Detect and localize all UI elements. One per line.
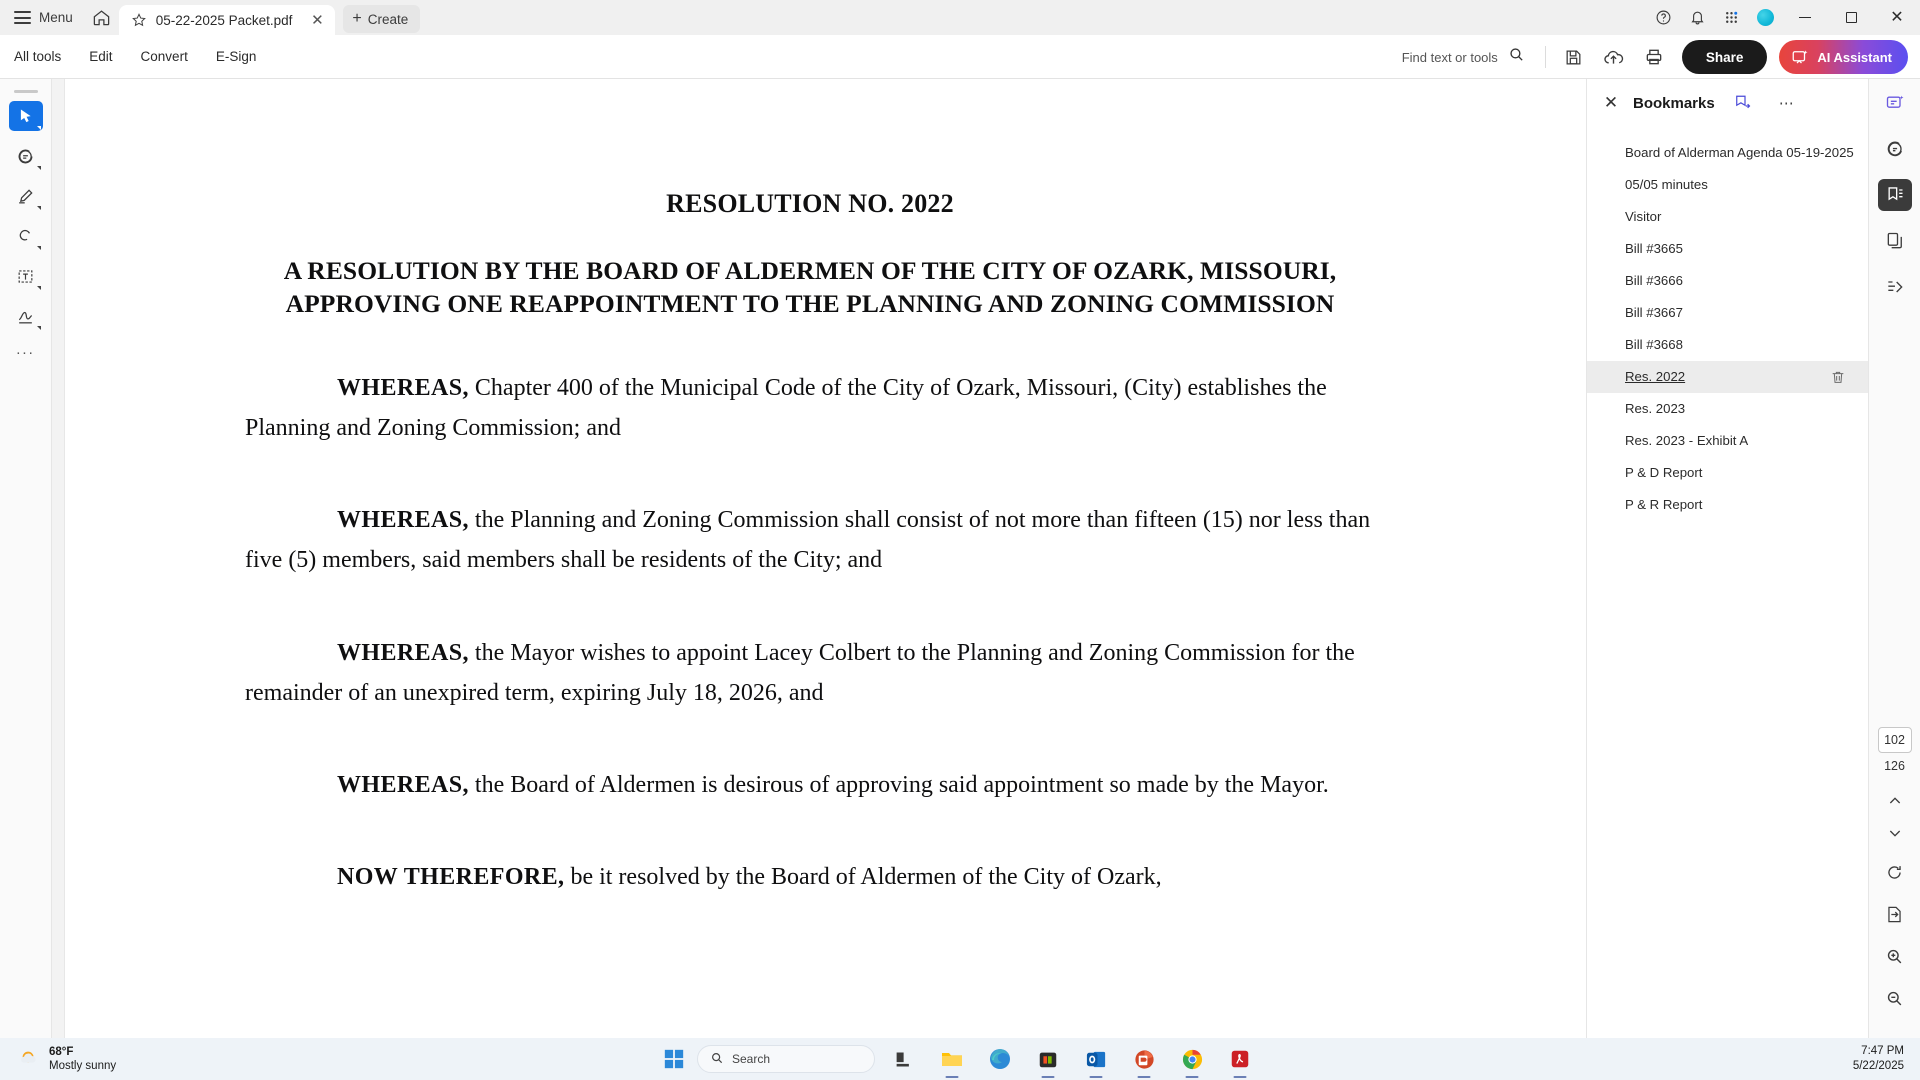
menu-button[interactable]: [0, 0, 85, 35]
bookmark-label: Bill #3668: [1625, 337, 1683, 353]
apps-grid-icon[interactable]: [1714, 0, 1748, 35]
taskbar-search-placeholder: Search: [732, 1052, 771, 1066]
clock-time: 7:47 PM: [1861, 1045, 1904, 1058]
bookmark-label: Visitor: [1625, 209, 1662, 225]
bookmark-item[interactable]: [1587, 425, 1868, 457]
paragraph-lead: WHEREAS,: [337, 375, 469, 402]
document-paragraph: [245, 857, 1375, 897]
chevron-down-icon: [37, 286, 41, 290]
document-paragraph: [245, 368, 1375, 448]
bookmark-label: Res. 2023 - Exhibit A: [1625, 433, 1749, 449]
running-indicator: [946, 1076, 959, 1079]
bookmark-label: P & R Report: [1625, 497, 1703, 513]
total-pages-label: 126: [1884, 759, 1905, 773]
ellipsis-icon[interactable]: ⋯: [1778, 95, 1796, 112]
find-button[interactable]: [1388, 42, 1535, 72]
document-subheading: A RESOLUTION BY THE BOARD OF ALDERMEN OF THE CITY OF OZARK, MISSOURI, APPROVING ONE REAPPOINTMENT TO THE PLANNING AND ZONING COMMISSION: [283, 256, 1337, 318]
paragraph-text: be it resolved by the Board of Aldermen of the City of Ozark,: [564, 863, 1162, 890]
zoom-in-icon[interactable]: [1878, 939, 1912, 973]
running-indicator: [1234, 1076, 1247, 1079]
pdf-page: [65, 79, 1618, 1059]
bookmark-item-selected[interactable]: [1587, 361, 1868, 393]
ai-assistant-label: AI Assistant: [1817, 49, 1892, 65]
bookmark-item[interactable]: [1587, 137, 1868, 169]
tab-convert[interactable]: Convert: [140, 49, 188, 64]
bookmark-label: 05/05 minutes: [1625, 177, 1708, 193]
bookmarks-panel: [1586, 79, 1868, 1059]
create-button[interactable]: [343, 5, 420, 33]
save-icon[interactable]: [1556, 39, 1592, 75]
text-box-tool-button[interactable]: [9, 261, 43, 291]
powerpoint-icon[interactable]: [1128, 1043, 1160, 1075]
microsoft-edge-icon[interactable]: [984, 1043, 1016, 1075]
chevron-down-icon: [37, 326, 41, 330]
clock-date: 5/22/2025: [1852, 1060, 1904, 1072]
running-indicator: [1138, 1076, 1151, 1079]
bookmark-item[interactable]: [1587, 393, 1868, 425]
paragraph-text: Chapter 400 of the Municipal Code of the City of Ozark, Missouri, (City) establishes the Planning and Zoning Commission; and: [245, 375, 1327, 442]
close-window-button[interactable]: ✕: [1890, 8, 1904, 26]
rail-drag-handle[interactable]: [14, 90, 38, 93]
bookmark-label: P & D Report: [1625, 465, 1703, 481]
document-paragraph: [245, 500, 1375, 580]
sun-cloud-icon: [18, 1048, 40, 1070]
star-icon[interactable]: [131, 12, 147, 28]
bookmark-item[interactable]: [1587, 457, 1868, 489]
window-right-controls: [1646, 0, 1920, 35]
search-icon: [1508, 46, 1525, 68]
account-avatar[interactable]: [1748, 0, 1782, 35]
bookmarks-icon[interactable]: [1878, 179, 1912, 211]
bookmark-item[interactable]: [1587, 265, 1868, 297]
start-button[interactable]: [661, 1046, 687, 1072]
plus-icon: +: [352, 10, 362, 27]
help-circle-icon[interactable]: [1646, 0, 1680, 35]
bookmark-item[interactable]: [1587, 169, 1868, 201]
find-placeholder: Find text or tools: [1401, 49, 1498, 65]
print-icon[interactable]: [1636, 39, 1672, 75]
google-chrome-icon[interactable]: [1176, 1043, 1208, 1075]
left-tool-rail: [0, 79, 52, 1059]
zoom-out-icon[interactable]: [1878, 981, 1912, 1015]
task-view-button[interactable]: [888, 1043, 920, 1075]
tab-title: 05-22-2025 Packet.pdf: [155, 12, 293, 28]
comment-icon[interactable]: [1878, 133, 1912, 165]
bookmarks-title: Bookmarks: [1633, 94, 1715, 112]
tab-edit[interactable]: Edit: [89, 49, 113, 64]
title-bar: [0, 0, 1920, 35]
bookmark-item[interactable]: [1587, 489, 1868, 521]
running-indicator: [1090, 1076, 1103, 1079]
command-bar: [0, 35, 1920, 79]
bell-icon[interactable]: [1680, 0, 1714, 35]
chevron-down-icon: [37, 126, 41, 130]
signature-tool-button[interactable]: [9, 301, 43, 331]
taskbar-search-box[interactable]: [697, 1045, 875, 1073]
organize-pages-icon[interactable]: [1878, 271, 1912, 303]
home-icon[interactable]: [85, 0, 119, 35]
ai-sparkle-icon: [1791, 48, 1809, 66]
weather-text: [49, 1045, 116, 1074]
previous-page-button[interactable]: [1878, 787, 1912, 815]
minimize-button[interactable]: [1782, 0, 1828, 35]
paragraph-text: the Planning and Zoning Commission shall consist of not more than fifteen (15) nor less than five (5) members, said members shall be residents of the City; and: [245, 507, 1371, 574]
weather-desc: Mostly sunny: [49, 1060, 117, 1072]
chevron-down-icon: [37, 206, 41, 210]
bookmark-label: Bill #3666: [1625, 273, 1683, 289]
bookmark-label: Bill #3665: [1625, 241, 1683, 257]
document-paragraph: [245, 633, 1375, 713]
create-label: Create: [367, 11, 409, 27]
document-paragraph: [245, 765, 1375, 805]
bookmarks-header: [1587, 79, 1868, 127]
paragraph-lead: WHEREAS,: [337, 771, 469, 798]
menu-label: Menu: [39, 10, 73, 25]
bookmark-label: Board of Alderman Agenda 05-19-2025: [1625, 145, 1854, 161]
close-icon[interactable]: ✕: [311, 11, 324, 29]
ai-assistant-button[interactable]: [1779, 40, 1908, 74]
taskbar-clock[interactable]: [1853, 1044, 1904, 1074]
paragraph-lead: WHEREAS,: [337, 507, 469, 534]
cloud-upload-icon[interactable]: [1596, 39, 1632, 75]
bookmark-item[interactable]: [1587, 233, 1868, 265]
highlight-tool-button[interactable]: [9, 181, 43, 211]
right-tool-rail: [1868, 79, 1920, 1059]
page-thumbnails-icon[interactable]: [1878, 225, 1912, 257]
bookmark-item[interactable]: [1587, 329, 1868, 361]
ai-assistant-icon[interactable]: [1878, 87, 1912, 119]
hamburger-icon: [14, 11, 31, 24]
paragraph-lead: WHEREAS,: [337, 639, 469, 666]
chevron-down-icon: [37, 166, 41, 170]
bookmark-label: Bill #3667: [1625, 305, 1683, 321]
maximize-button[interactable]: [1828, 0, 1874, 35]
add-bookmark-icon[interactable]: [1729, 90, 1755, 116]
share-button[interactable]: Share: [1682, 40, 1768, 74]
paragraph-text: the Mayor wishes to appoint Lacey Colbert to the Planning and Zoning Commission for the remainder of an unexpired term, expiring July 18, 2026, and: [245, 639, 1355, 706]
paragraph-lead: NOW THEREFORE,: [337, 863, 565, 890]
tab-all-tools[interactable]: All tools: [14, 49, 62, 64]
comment-tool-button[interactable]: [9, 141, 43, 171]
trash-icon[interactable]: [1830, 369, 1846, 385]
document-tab[interactable]: [119, 5, 336, 35]
tab-e-sign[interactable]: E-Sign: [215, 49, 257, 64]
close-icon[interactable]: ✕: [1603, 93, 1619, 112]
bookmark-item[interactable]: [1587, 297, 1868, 329]
chevron-down-icon: [37, 246, 41, 250]
document-viewer[interactable]: [52, 79, 1634, 1059]
current-page-field[interactable]: 102: [1878, 727, 1912, 753]
taskbar-center: [661, 1043, 1259, 1075]
running-indicator: [1042, 1076, 1055, 1079]
command-bar-right: [1388, 35, 1908, 79]
running-indicator: [1186, 1076, 1199, 1079]
next-page-button[interactable]: [1878, 819, 1912, 847]
bookmarks-list: [1587, 127, 1868, 521]
search-icon: [710, 1051, 724, 1068]
fit-page-icon[interactable]: [1878, 897, 1912, 931]
bookmark-item[interactable]: [1587, 201, 1868, 233]
file-explorer-icon[interactable]: [936, 1043, 968, 1075]
windows-taskbar: [0, 1038, 1920, 1080]
weather-temp: 68°F: [49, 1045, 74, 1058]
bookmark-label: Res. 2023: [1625, 401, 1686, 417]
microsoft-store-icon[interactable]: [1032, 1043, 1064, 1075]
bookmark-label: Res. 2022: [1625, 369, 1686, 385]
paragraph-text: the Board of Aldermen is desirous of approving said appointment so made by the Mayor.: [468, 771, 1329, 798]
document-heading: RESOLUTION NO. 2022: [666, 189, 954, 218]
weather-widget[interactable]: [0, 1045, 116, 1074]
adobe-acrobat-icon[interactable]: [1224, 1043, 1256, 1075]
outlook-icon[interactable]: [1080, 1043, 1112, 1075]
more-tools-button[interactable]: ...: [16, 341, 35, 358]
divider: [1545, 46, 1546, 68]
select-tool-button[interactable]: [9, 101, 43, 131]
draw-tool-button[interactable]: [9, 221, 43, 251]
document-content: [245, 189, 1375, 897]
rotate-icon[interactable]: [1878, 855, 1912, 889]
